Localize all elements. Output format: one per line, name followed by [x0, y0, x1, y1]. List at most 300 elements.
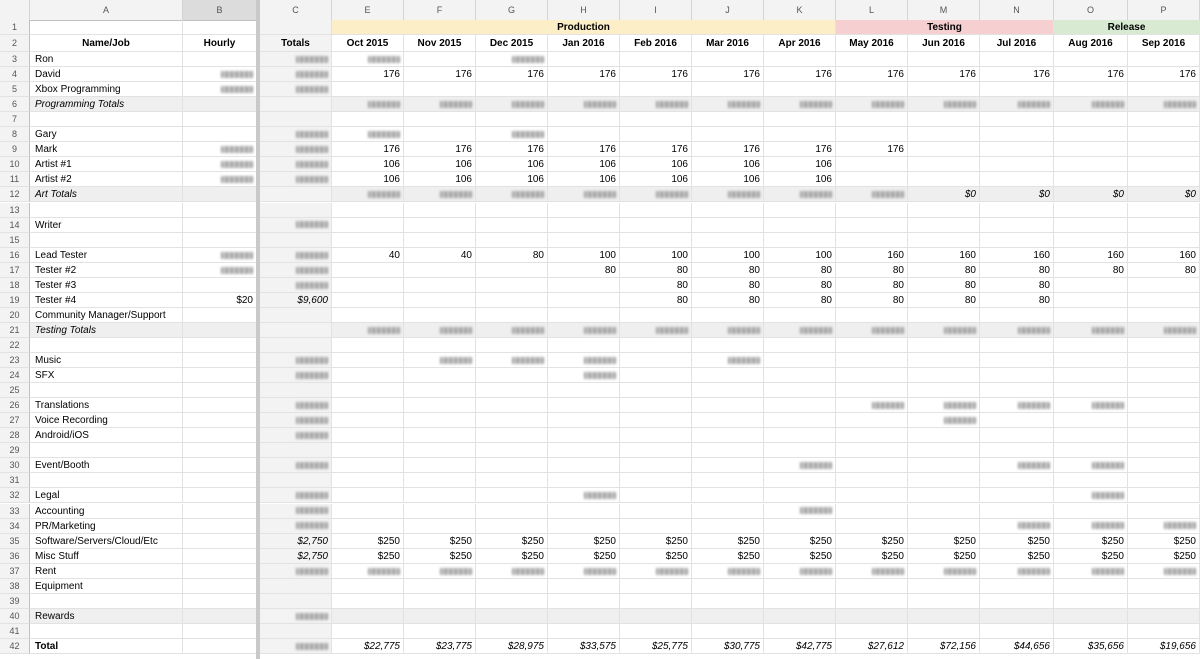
cell-month-value[interactable] — [1128, 428, 1200, 443]
cell-month-value[interactable] — [620, 624, 692, 639]
cell-month-value[interactable]: $35,656 — [1054, 639, 1128, 654]
cell-hourly[interactable] — [183, 127, 257, 142]
cell-month-value[interactable] — [1054, 278, 1128, 293]
cell-month-value[interactable]: $0 — [1054, 187, 1128, 202]
cell-month-value[interactable]: 80 — [764, 278, 836, 293]
cell-month-value[interactable] — [404, 82, 476, 97]
cell-month-value[interactable] — [1054, 579, 1128, 594]
cell-hourly[interactable] — [183, 519, 257, 534]
cell-name[interactable]: David — [30, 67, 183, 82]
cell-month-value[interactable] — [620, 187, 692, 202]
cell-month-value[interactable] — [1128, 594, 1200, 609]
cell-month-value[interactable] — [404, 398, 476, 413]
cell-month-value[interactable] — [692, 428, 764, 443]
cell-month-value[interactable] — [980, 624, 1054, 639]
cell-month-value[interactable]: 100 — [620, 248, 692, 263]
cell-name[interactable]: Android/iOS — [30, 428, 183, 443]
cell-month-value[interactable] — [836, 428, 908, 443]
cell-month-value[interactable] — [908, 353, 980, 368]
cell-month-value[interactable] — [980, 82, 1054, 97]
cell-month-value[interactable] — [548, 609, 620, 624]
row-number[interactable]: 19 — [0, 293, 30, 308]
cell-month-value[interactable] — [908, 338, 980, 353]
cell-month-value[interactable] — [476, 338, 548, 353]
cell-month-value[interactable] — [764, 594, 836, 609]
cell-month-value[interactable] — [764, 112, 836, 127]
cell-month-value[interactable] — [836, 218, 908, 233]
cell-month-value[interactable] — [332, 82, 404, 97]
cell-month-value[interactable] — [476, 383, 548, 398]
cell-month-value[interactable] — [476, 82, 548, 97]
cell-month-value[interactable] — [332, 504, 404, 519]
cell-total[interactable] — [260, 458, 332, 473]
cell-name[interactable] — [30, 594, 183, 609]
cell-month-value[interactable] — [476, 308, 548, 323]
column-header-i[interactable]: I — [620, 0, 692, 20]
cell-month-value[interactable]: $250 — [548, 534, 620, 549]
cell-total[interactable] — [260, 323, 332, 338]
cell-month-value[interactable] — [1054, 172, 1128, 187]
cell-month-value[interactable] — [980, 52, 1054, 67]
cell-month-value[interactable] — [836, 594, 908, 609]
cell-month-value[interactable] — [836, 473, 908, 488]
cell-month-value[interactable] — [1128, 97, 1200, 112]
cell-total[interactable] — [260, 353, 332, 368]
cell-hourly[interactable] — [183, 187, 257, 202]
cell-month-value[interactable] — [620, 564, 692, 579]
cell-month-value[interactable] — [332, 398, 404, 413]
cell-month-value[interactable] — [1054, 218, 1128, 233]
cell-month-value[interactable] — [692, 353, 764, 368]
cell-month-value[interactable]: $250 — [620, 549, 692, 564]
cell-month-value[interactable]: 80 — [476, 248, 548, 263]
cell-month-value[interactable] — [908, 383, 980, 398]
row-number[interactable]: 35 — [0, 534, 30, 549]
cell-month-value[interactable]: $250 — [620, 534, 692, 549]
row-number[interactable]: 21 — [0, 323, 30, 338]
cell-month-value[interactable] — [908, 488, 980, 503]
cell-month-value[interactable] — [1128, 52, 1200, 67]
cell-month-value[interactable]: 80 — [908, 293, 980, 308]
cell-month-value[interactable]: $250 — [692, 534, 764, 549]
cell-month-value[interactable] — [404, 112, 476, 127]
cell-month-value[interactable]: 40 — [332, 248, 404, 263]
cell-month-value[interactable] — [620, 353, 692, 368]
cell-month-value[interactable] — [692, 594, 764, 609]
header-month[interactable]: Jul 2016 — [980, 35, 1054, 52]
column-header-b[interactable]: B — [183, 0, 257, 20]
cell-total[interactable] — [260, 488, 332, 503]
header-month[interactable]: Jan 2016 — [548, 35, 620, 52]
cell-month-value[interactable] — [1128, 458, 1200, 473]
cell-month-value[interactable] — [404, 579, 476, 594]
cell-month-value[interactable] — [692, 564, 764, 579]
cell-month-value[interactable] — [404, 293, 476, 308]
cell-month-value[interactable]: 106 — [548, 172, 620, 187]
row-number[interactable]: 23 — [0, 353, 30, 368]
cell-month-value[interactable] — [332, 594, 404, 609]
cell-month-value[interactable] — [404, 473, 476, 488]
cell-month-value[interactable] — [548, 233, 620, 248]
cell-month-value[interactable] — [764, 203, 836, 218]
cell-month-value[interactable] — [1054, 323, 1128, 338]
cell-month-value[interactable]: 80 — [620, 278, 692, 293]
cell-month-value[interactable] — [1054, 308, 1128, 323]
header-month[interactable]: Nov 2015 — [404, 35, 476, 52]
cell-month-value[interactable] — [476, 473, 548, 488]
cell-month-value[interactable] — [332, 564, 404, 579]
cell-month-value[interactable] — [836, 203, 908, 218]
cell-month-value[interactable] — [980, 127, 1054, 142]
cell-month-value[interactable]: 80 — [980, 293, 1054, 308]
cell-month-value[interactable] — [332, 323, 404, 338]
cell-month-value[interactable] — [980, 609, 1054, 624]
cell-month-value[interactable] — [908, 308, 980, 323]
cell-total[interactable]: $9,600 — [260, 293, 332, 308]
cell-total[interactable] — [260, 624, 332, 639]
cell-total[interactable]: $2,750 — [260, 534, 332, 549]
cell-month-value[interactable] — [404, 564, 476, 579]
cell-hourly[interactable] — [183, 609, 257, 624]
cell-month-value[interactable] — [908, 157, 980, 172]
cell-month-value[interactable] — [764, 488, 836, 503]
cell-month-value[interactable] — [980, 383, 1054, 398]
cell-name[interactable]: Gary — [30, 127, 183, 142]
cell-month-value[interactable] — [692, 383, 764, 398]
cell-month-value[interactable] — [1054, 473, 1128, 488]
cell-month-value[interactable]: 80 — [1054, 263, 1128, 278]
cell-month-value[interactable] — [1054, 458, 1128, 473]
column-header-c[interactable]: C — [260, 0, 332, 20]
row-number[interactable]: 28 — [0, 428, 30, 443]
cell-month-value[interactable] — [1054, 293, 1128, 308]
cell-month-value[interactable] — [980, 172, 1054, 187]
cell-month-value[interactable] — [980, 594, 1054, 609]
cell-hourly[interactable] — [183, 443, 257, 458]
cell-month-value[interactable] — [836, 308, 908, 323]
cell-month-value[interactable] — [548, 383, 620, 398]
cell-hourly[interactable] — [183, 323, 257, 338]
cell-month-value[interactable] — [764, 127, 836, 142]
cell-month-value[interactable] — [476, 443, 548, 458]
cell-month-value[interactable] — [1054, 428, 1128, 443]
cell-month-value[interactable] — [620, 428, 692, 443]
cell-hourly[interactable] — [183, 579, 257, 594]
cell-month-value[interactable] — [908, 172, 980, 187]
column-header-l[interactable]: L — [836, 0, 908, 20]
cell-month-value[interactable]: 80 — [980, 263, 1054, 278]
cell-month-value[interactable] — [476, 609, 548, 624]
cell-month-value[interactable] — [620, 398, 692, 413]
cell-month-value[interactable] — [1128, 624, 1200, 639]
cell-month-value[interactable]: 176 — [980, 67, 1054, 82]
cell-month-value[interactable] — [980, 564, 1054, 579]
cell-month-value[interactable] — [1054, 157, 1128, 172]
cell-month-value[interactable] — [764, 52, 836, 67]
cell-month-value[interactable] — [476, 97, 548, 112]
cell-month-value[interactable]: $250 — [692, 549, 764, 564]
cell-month-value[interactable]: 160 — [1054, 248, 1128, 263]
cell-month-value[interactable] — [764, 323, 836, 338]
cell-month-value[interactable] — [764, 609, 836, 624]
cell-month-value[interactable] — [404, 97, 476, 112]
cell-name[interactable]: Artist #1 — [30, 157, 183, 172]
cell-month-value[interactable] — [404, 428, 476, 443]
cell-month-value[interactable] — [1128, 473, 1200, 488]
cell-month-value[interactable] — [908, 97, 980, 112]
cell-total[interactable] — [260, 473, 332, 488]
header-month[interactable]: Aug 2016 — [1054, 35, 1128, 52]
cell-month-value[interactable] — [476, 519, 548, 534]
cell-month-value[interactable] — [548, 112, 620, 127]
cell-month-value[interactable] — [1054, 488, 1128, 503]
cell-month-value[interactable] — [908, 624, 980, 639]
cell-total[interactable] — [260, 428, 332, 443]
cell-month-value[interactable] — [476, 564, 548, 579]
cell-month-value[interactable] — [764, 443, 836, 458]
cell-name[interactable] — [30, 338, 183, 353]
cell-month-value[interactable] — [836, 609, 908, 624]
cell-month-value[interactable] — [692, 398, 764, 413]
cell-month-value[interactable] — [692, 52, 764, 67]
cell-month-value[interactable] — [332, 52, 404, 67]
cell-month-value[interactable] — [692, 488, 764, 503]
cell-month-value[interactable] — [1128, 308, 1200, 323]
cell-month-value[interactable] — [692, 504, 764, 519]
cell-total[interactable] — [260, 248, 332, 263]
cell-month-value[interactable] — [980, 579, 1054, 594]
cell-month-value[interactable]: 106 — [548, 157, 620, 172]
cell-month-value[interactable] — [1128, 413, 1200, 428]
row-number[interactable]: 25 — [0, 383, 30, 398]
cell-month-value[interactable] — [548, 218, 620, 233]
cell-total[interactable] — [260, 52, 332, 67]
cell-month-value[interactable]: 106 — [332, 172, 404, 187]
row-number[interactable]: 12 — [0, 187, 30, 202]
header-month[interactable]: Mar 2016 — [692, 35, 764, 52]
cell-hourly[interactable] — [183, 624, 257, 639]
cell-month-value[interactable]: $250 — [836, 534, 908, 549]
cell-month-value[interactable]: $72,156 — [908, 639, 980, 654]
cell-total[interactable] — [260, 398, 332, 413]
row-number[interactable]: 15 — [0, 233, 30, 248]
cell-month-value[interactable] — [1128, 488, 1200, 503]
cell-month-value[interactable] — [836, 82, 908, 97]
cell-month-value[interactable] — [620, 473, 692, 488]
cell-month-value[interactable]: $250 — [836, 549, 908, 564]
cell-month-value[interactable] — [620, 218, 692, 233]
cell-month-value[interactable] — [692, 82, 764, 97]
cell-month-value[interactable] — [332, 368, 404, 383]
cell-month-value[interactable]: 160 — [836, 248, 908, 263]
cell-total[interactable] — [260, 112, 332, 127]
cell-month-value[interactable] — [980, 488, 1054, 503]
header-month[interactable]: Feb 2016 — [620, 35, 692, 52]
cell-month-value[interactable] — [476, 579, 548, 594]
cell-month-value[interactable] — [692, 519, 764, 534]
cell-month-value[interactable] — [908, 443, 980, 458]
group-header-testing[interactable]: Testing — [836, 20, 1054, 35]
cell-month-value[interactable] — [908, 323, 980, 338]
cell-month-value[interactable]: 100 — [764, 248, 836, 263]
cell-month-value[interactable] — [1128, 519, 1200, 534]
cell-month-value[interactable] — [692, 609, 764, 624]
cell-name[interactable]: Tester #4 — [30, 293, 183, 308]
cell-month-value[interactable] — [404, 233, 476, 248]
cell-month-value[interactable] — [836, 112, 908, 127]
cell-month-value[interactable] — [836, 564, 908, 579]
row-number[interactable]: 1 — [0, 20, 30, 35]
cell-hourly[interactable] — [183, 97, 257, 112]
cell-month-value[interactable] — [620, 112, 692, 127]
cell-month-value[interactable]: $250 — [476, 549, 548, 564]
cell-month-value[interactable]: 176 — [404, 142, 476, 157]
cell-month-value[interactable] — [620, 127, 692, 142]
cell-month-value[interactable] — [980, 112, 1054, 127]
cell-month-value[interactable] — [476, 504, 548, 519]
cell-name[interactable] — [30, 624, 183, 639]
cell-hourly[interactable] — [183, 564, 257, 579]
cell-month-value[interactable] — [620, 203, 692, 218]
cell-name[interactable]: Tester #3 — [30, 278, 183, 293]
cell-month-value[interactable] — [476, 413, 548, 428]
cell-hourly[interactable] — [183, 473, 257, 488]
cell-name[interactable]: Legal — [30, 488, 183, 503]
cell-total[interactable] — [260, 97, 332, 112]
cell-month-value[interactable] — [836, 353, 908, 368]
column-header-f[interactable]: F — [404, 0, 476, 20]
cell-name[interactable]: Accounting — [30, 504, 183, 519]
cell-total[interactable] — [260, 218, 332, 233]
cell-total[interactable] — [260, 594, 332, 609]
cell-month-value[interactable] — [908, 368, 980, 383]
cell-month-value[interactable] — [1054, 443, 1128, 458]
cell-month-value[interactable] — [980, 323, 1054, 338]
cell-month-value[interactable] — [1128, 82, 1200, 97]
cell-month-value[interactable] — [548, 338, 620, 353]
cell-total[interactable] — [260, 639, 332, 654]
cell-total[interactable] — [260, 233, 332, 248]
cell-name[interactable]: Equipment — [30, 579, 183, 594]
cell-month-value[interactable] — [332, 624, 404, 639]
cell-month-value[interactable] — [1054, 504, 1128, 519]
cell-month-value[interactable]: $28,975 — [476, 639, 548, 654]
cell-month-value[interactable]: $250 — [1128, 549, 1200, 564]
cell-name[interactable]: Artist #2 — [30, 172, 183, 187]
cell-month-value[interactable] — [476, 127, 548, 142]
column-header-k[interactable]: K — [764, 0, 836, 20]
cell-month-value[interactable] — [980, 353, 1054, 368]
cell-month-value[interactable] — [692, 368, 764, 383]
cell-month-value[interactable] — [548, 519, 620, 534]
cell-month-value[interactable] — [548, 428, 620, 443]
cell-month-value[interactable] — [980, 443, 1054, 458]
cell-name[interactable]: Rewards — [30, 609, 183, 624]
cell-month-value[interactable] — [548, 458, 620, 473]
cell-month-value[interactable] — [404, 609, 476, 624]
cell-month-value[interactable] — [1054, 383, 1128, 398]
cell-month-value[interactable] — [836, 368, 908, 383]
cell-month-value[interactable] — [980, 413, 1054, 428]
cell-month-value[interactable]: $250 — [1054, 534, 1128, 549]
cell-month-value[interactable] — [332, 413, 404, 428]
cell-month-value[interactable] — [476, 353, 548, 368]
cell-month-value[interactable] — [1128, 233, 1200, 248]
cell-month-value[interactable]: 80 — [692, 293, 764, 308]
cell-month-value[interactable]: 106 — [620, 157, 692, 172]
cell-month-value[interactable]: 80 — [836, 278, 908, 293]
cell-name[interactable]: Misc Stuff — [30, 549, 183, 564]
cell-total[interactable]: $2,750 — [260, 549, 332, 564]
cell-month-value[interactable]: $250 — [764, 534, 836, 549]
cell-month-value[interactable] — [620, 443, 692, 458]
cell-month-value[interactable] — [476, 488, 548, 503]
row-number[interactable]: 42 — [0, 639, 30, 654]
cell-month-value[interactable] — [476, 278, 548, 293]
cell-month-value[interactable] — [1128, 112, 1200, 127]
cell-name[interactable]: Mark — [30, 142, 183, 157]
cell-month-value[interactable]: 160 — [908, 248, 980, 263]
cell-month-value[interactable]: 80 — [836, 293, 908, 308]
header-totals[interactable]: Totals — [260, 35, 332, 52]
cell-month-value[interactable] — [1054, 564, 1128, 579]
cell-month-value[interactable] — [836, 383, 908, 398]
cell-month-value[interactable]: 40 — [404, 248, 476, 263]
cell-month-value[interactable]: 176 — [1054, 67, 1128, 82]
cell-month-value[interactable]: 100 — [692, 248, 764, 263]
cell-month-value[interactable] — [836, 338, 908, 353]
cell-month-value[interactable]: 106 — [332, 157, 404, 172]
cell-month-value[interactable] — [404, 127, 476, 142]
cell-month-value[interactable]: $250 — [908, 549, 980, 564]
cell-total[interactable] — [260, 142, 332, 157]
cell-month-value[interactable] — [764, 82, 836, 97]
header-month[interactable]: Apr 2016 — [764, 35, 836, 52]
row-number[interactable]: 20 — [0, 308, 30, 323]
cell-month-value[interactable]: 80 — [908, 278, 980, 293]
cell-month-value[interactable]: 80 — [980, 278, 1054, 293]
cell-month-value[interactable] — [764, 233, 836, 248]
cell-month-value[interactable] — [1128, 127, 1200, 142]
cell-month-value[interactable] — [476, 624, 548, 639]
cell-month-value[interactable] — [1128, 383, 1200, 398]
cell-month-value[interactable]: 80 — [1128, 263, 1200, 278]
cell-month-value[interactable]: 176 — [476, 67, 548, 82]
cell-month-value[interactable] — [476, 458, 548, 473]
cell-name[interactable]: Translations — [30, 398, 183, 413]
cell-month-value[interactable]: $42,775 — [764, 639, 836, 654]
cell-total[interactable] — [260, 579, 332, 594]
cell-month-value[interactable] — [404, 263, 476, 278]
cell-month-value[interactable] — [836, 233, 908, 248]
cell-month-value[interactable] — [476, 233, 548, 248]
empty-cell[interactable] — [30, 20, 183, 35]
cell-month-value[interactable]: 106 — [692, 157, 764, 172]
cell-month-value[interactable] — [980, 428, 1054, 443]
cell-month-value[interactable] — [476, 218, 548, 233]
cell-month-value[interactable] — [332, 519, 404, 534]
row-number[interactable]: 41 — [0, 624, 30, 639]
cell-month-value[interactable] — [1128, 218, 1200, 233]
cell-month-value[interactable] — [1054, 368, 1128, 383]
cell-month-value[interactable] — [692, 308, 764, 323]
cell-month-value[interactable] — [692, 338, 764, 353]
cell-month-value[interactable]: 176 — [836, 67, 908, 82]
cell-month-value[interactable]: 176 — [908, 67, 980, 82]
cell-month-value[interactable]: 106 — [764, 157, 836, 172]
cell-month-value[interactable] — [1128, 157, 1200, 172]
cell-month-value[interactable] — [1054, 624, 1128, 639]
